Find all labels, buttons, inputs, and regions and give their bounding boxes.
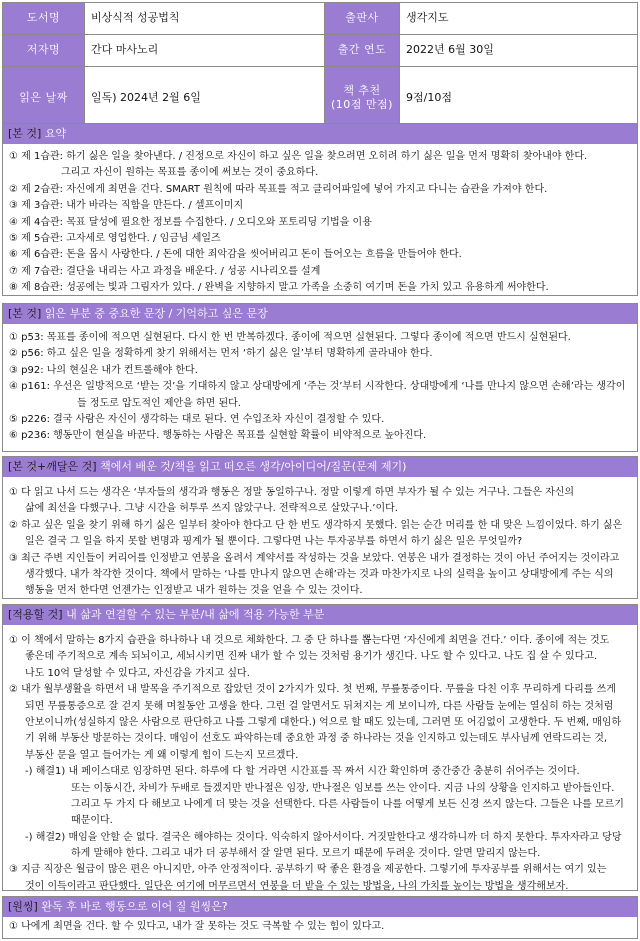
- thought-line: ③ 최근 주변 지인들이 커리어를 인정받고 연봉을 올려서 계약서를 작성하는 것을 보았다. 연봉은 내가 결정하는 것이 아닌 주어지는 것이라고: [9, 552, 620, 564]
- one-thing-tag: [원씽]: [8, 900, 38, 913]
- summary-line: ⑦ 제 7습관: 결단을 내리는 사고 과정을 배운다. / 성공 시나리오를 설계: [9, 265, 321, 277]
- apply-line: ② 내가 월부생활을 하면서 내 발목을 주기적으로 잡았던 것이 2가지가 있다. 첫 번째, 무릎통증이다. 무릎을 다친 이후 무리하게 다리를 쓰게: [9, 684, 616, 696]
- publish-date-label: 출간 연도: [325, 35, 400, 67]
- summary-line: ⑥ 제 6습관: 돈을 몹시 사랑한다. / 돈에 대한 죄악감을 씻어버리고 돈이 들어오는 흐름을 만들어야 한다.: [9, 249, 462, 261]
- apply-line: ① 이 책에서 말하는 8가지 습관을 하나하나 내 것으로 체화한다. 그 중 단 하나를 뽑는다면 ‘자신에게 최면을 건다.’ 이다. 종이에 적는 것도: [9, 635, 610, 646]
- quotes-header: [3, 304, 637, 324]
- summary-line: ④ 제 4습관: 목표 달성에 필요한 정보를 수집한다. / 오디오와 포토리딩 기법을 이용: [9, 216, 372, 228]
- apply-line: 때문이다.: [71, 815, 113, 827]
- thought-line: 생각했다. 내가 착각한 것이다. 책에서 말하는 ‘나를 만나지 않으면 손해’라는 것과 마찬가지로 나의 실력을 높이고 상대방에게 주는 식의: [25, 568, 614, 580]
- apply-line: 것이 이득이라고 판단했다. 일단은 여기에 머무르면서 연봉을 더 받을 수 있는 방법을, 나의 가치를 높이는 방법을 생각해보자.: [25, 880, 569, 892]
- summary-line: ② 제 2습관: 자신에게 최면을 건다. SMART 원칙에 따라 목표를 적고 클리어파일에 넣어 가지고 다니는 습관을 가져야 한다.: [9, 183, 548, 195]
- summary-tag: [본 것]: [8, 127, 42, 140]
- apply-line: 기 위해 부동산 방문하는 것이다. 매임이 선호도 파악하는데 중요한 과정 중 하나라는 것을 인지하고 있는데도 부사님께 연락드리는 것,: [25, 733, 608, 745]
- recommend-label-line1: 책 추천: [343, 83, 381, 97]
- thought-line: 삶에 최선을 다했구나. 그냥 시간을 허투루 쓰지 않았구나. 전략적으로 살았구나.’이다.: [25, 503, 398, 515]
- title-label: 도서명: [3, 3, 85, 35]
- read-date-value: 일독) 2024년 2월 6일: [85, 67, 325, 130]
- thoughts-tag: [본 것+깨달은 것]: [8, 460, 97, 473]
- apply-line: 좋은데 주기적으로 계속 되뇌이고, 세뇌시키면 진짜 내가 할 수 있는 것처럼 용기가 생긴다. 나도 할 수 있다고. 나도 집 살 수 있다고.: [25, 651, 598, 663]
- quotes-body: [3, 324, 637, 445]
- summary-line: ⑧ 제 8습관: 성공에는 빛과 그림자가 있다. / 완벽을 지향하지 말고 가족을 소중히 여기며 돈을 가치 있고 유용하게 써야한다.: [9, 282, 549, 294]
- thought-line: ① 다 읽고 나서 드는 생각은 ‘부자들의 생각과 행동은 정말 동일하구나. 정말 이렇게 하면 부자가 될 수 있는 거구나. 그들은 자신의: [9, 487, 575, 498]
- thought-line: 행동을 먼저 한다면 언젠가는 인정받고 내가 원하는 것을 얻을 수 있는 것이다.: [25, 585, 363, 597]
- title-value: 비상식적 성공법칙: [85, 3, 325, 35]
- quote-line: 들 정도로 압도적인 제안을 하면 된다.: [77, 397, 241, 409]
- apply-line: 안보이니까(성실하지 않은 사람으로 판단하고 나를 그렇게 대한다.) 억으로 할 때도 있는데, 그러면 또 어김없이 고생한다. 두 번째, 매임하: [25, 716, 622, 728]
- summary-section: [2, 123, 638, 296]
- one-thing-line: ① 나에게 최면을 건다. 할 수 있다고, 내가 잘 못하는 것도 극복할 수 있는 힘이 있다고.: [9, 921, 385, 932]
- quote-line: ② p56: 하고 싶은 일을 정확하게 찾기 위해서는 먼저 ‘하기 싫은 일’부터 명확하게 골라내야 한다.: [9, 348, 433, 360]
- thoughts-heading: 책에서 배운 것/책을 읽고 떠오른 생각/아이디어/질문(문제 제기): [100, 460, 407, 473]
- summary-line: 그리고 자신이 원하는 목표를 종이에 써보는 것이 중요하다.: [61, 167, 319, 179]
- apply-header: [3, 605, 637, 625]
- apply-line: -) 해결2) 매임을 안할 순 없다. 결국은 해야하는 것이다. 익숙하지 않아서이다. 거짓말한다고 생각하니까 더 하지 못한다. 투자자라고 당당: [25, 831, 622, 843]
- one-thing-section: [2, 896, 638, 939]
- publisher-value: 생각지도: [400, 3, 638, 35]
- author-value: 간다 마사노리: [85, 35, 325, 67]
- one-thing-body: [3, 917, 637, 935]
- apply-line: 나도 10억 달성할 수 있다고, 자신감을 가지고 싶다.: [25, 667, 250, 679]
- quotes-heading: 읽은 부분 중 중요한 문장 / 기억하고 싶은 문장: [44, 307, 268, 320]
- summary-line: ① 제 1습관: 하기 싫은 일을 찾아낸다. / 진정으로 자신이 하고 싶은 일을 찾으려면 오히려 하기 싫은 일을 먼저 명확히 찾아내야 한다.: [9, 151, 588, 162]
- apply-line: 되면 무릎통증으로 잘 걷지 못해 며칠동안 고생을 한다. 그런 걸 알면서도 뒤쳐지는 게 보이니까, 다른 사람들 눈에는 열심히 하는 것처럼: [25, 700, 614, 712]
- quote-line: ⑤ p226: 결국 사람은 자신이 생각하는 대로 된다. 연 수입조차 자신이 결정할 수 있다.: [9, 413, 385, 425]
- thoughts-body: [3, 477, 637, 600]
- apply-line: -) 해결1) 내 페이스대로 임장하면 된다. 하루에 다 할 거라면 시간표를 꼭 짜서 시간 확인하며 중간중간 충분히 쉬어주는 것이다.: [25, 766, 580, 778]
- publisher-label: 출판사: [325, 3, 400, 35]
- summary-line: ③ 제 3습관: 내가 바라는 직함을 만든다. / 셀프이미지: [9, 200, 244, 212]
- apply-line: ③ 지금 직장은 월급이 많은 편은 아니지만, 아주 안정적이다. 공부하기 딱 좋은 환경을 제공한다. 그렇기에 투자공부를 위해서는 여기 있는: [9, 864, 607, 876]
- quote-line: ⑥ p236: 행동만이 현실을 바꾼다. 행동하는 사람은 목표를 실현할 확률이 비약적으로 높아진다.: [9, 430, 427, 442]
- quote-line: ③ p92: 나의 현실은 내가 컨트롤해야 한다.: [9, 364, 198, 376]
- quotes-section: [2, 303, 638, 452]
- summary-heading: 요약: [44, 127, 67, 140]
- thoughts-section: [2, 456, 638, 599]
- summary-body: [3, 144, 637, 297]
- thoughts-header: [3, 457, 637, 477]
- one-thing-header: [3, 897, 637, 917]
- recommend-label-line2: (10점 만점): [331, 98, 393, 111]
- quotes-tag: [본 것]: [8, 307, 42, 320]
- recommend-label: [325, 67, 400, 130]
- apply-tag: [적용할 것]: [8, 608, 63, 621]
- apply-line: 하게 말해야 한다. 그리고 내가 더 공부해서 잘 알면 된다. 모르기 때문에 두려운 것이다. 알면 말리지 않는다.: [71, 848, 541, 860]
- apply-heading: 내 삶과 연결할 수 있는 부분/내 삶에 적용 가능한 부분: [66, 608, 325, 621]
- read-date-label: 읽은 날짜: [3, 67, 85, 130]
- author-label: 저자명: [3, 35, 85, 67]
- quote-line: ① p53: 목표를 종이에 적으면 실현된다. 다시 한 번 반복하겠다. 종이에 적으면 실현된다. 그렇다 종이에 적으면 반드시 실현된다.: [9, 332, 571, 343]
- summary-line: ⑤ 제 5습관: 고자세로 영업한다. / 임금님 세일즈: [9, 232, 221, 244]
- publish-date-value: 2022년 6월 30일: [400, 35, 638, 67]
- apply-line: 부동산 문을 열고 들어가는 게 왜 이렇게 힘이 드는지 모르겠다.: [25, 749, 299, 761]
- apply-line: 그리고 두 가지 다 해보고 나에게 더 맞는 것을 선택한다. 다른 사람들이 나를 어떻게 보든 신경 쓰지 않는다. 그들은 나를 모르기: [71, 798, 624, 810]
- apply-line: 또는 이동시간, 차비가 두배로 들겠지만 반나절은 임장, 반나절은 임보를 쓰는 안이다. 지금 나의 상황을 인지하고 받아들인다.: [71, 782, 615, 794]
- summary-header: [3, 124, 637, 144]
- quote-line: ④ p161: 우선은 일방적으로 ‘받는 것’을 기대하지 않고 상대방에게 ‘주는 것’부터 시작한다. 상대방에게 ‘나를 만나지 않으면 손해’라는 생각이: [9, 381, 626, 393]
- recommend-value: 9점/10점: [400, 67, 638, 130]
- apply-section: [2, 604, 638, 891]
- thought-line: ② 하고 싶은 일을 찾기 위해 하기 싫은 일부터 찾아야 한다고 단 한 번도 생각하지 못했다. 읽는 순간 머리를 한 대 맞은 느낌이었다. 하기 싫은: [9, 519, 623, 531]
- book-info-table: [2, 2, 638, 130]
- one-thing-heading: 완독 후 바로 행동으로 이어 질 원씽은?: [41, 900, 228, 913]
- apply-body: [3, 625, 637, 895]
- thought-line: 일은 결국 그 일을 하지 못할 변명과 핑계가 될 뿐이다. 그렇다면 나는 투자공부를 하면서 하기 싫은 일은 무엇일까?: [25, 536, 523, 548]
